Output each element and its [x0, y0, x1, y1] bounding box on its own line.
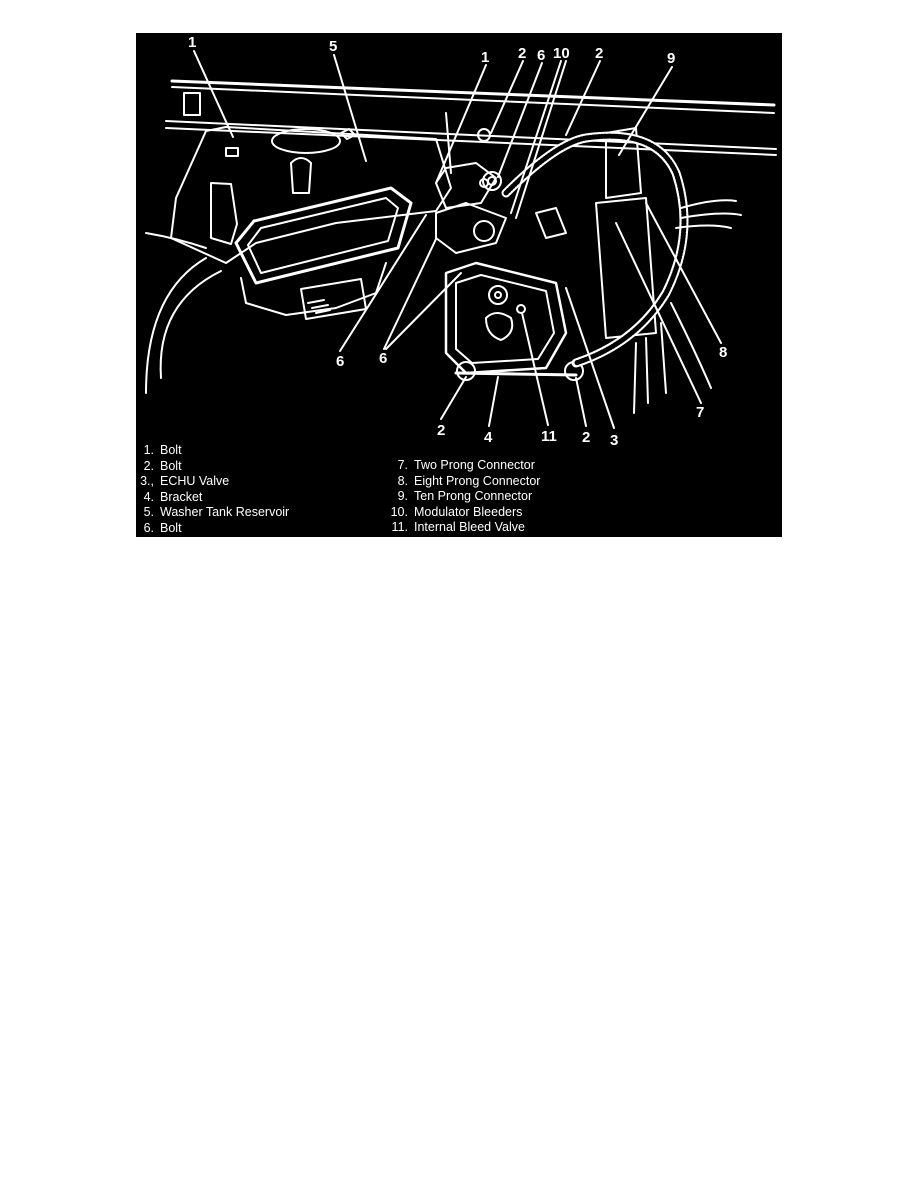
- legend-item: 2. Bolt: [143, 458, 182, 473]
- callout-6-bolt: 6: [379, 350, 388, 367]
- legend-item: 4. Bracket: [143, 489, 203, 504]
- legend-item: 9. Ten Prong Connector: [397, 489, 533, 504]
- callout-10-modulator-bleeders: 10: [553, 45, 570, 62]
- callout-1-bolt: 1: [481, 49, 490, 66]
- legend-item: 3., ECHU Valve: [140, 474, 230, 489]
- callout-2-bolt: 2: [518, 45, 527, 62]
- legend-item: 1. Bolt: [143, 443, 182, 457]
- legend-item: 5. Washer Tank Reservoir: [143, 505, 290, 520]
- legend-right-column: [386, 458, 540, 536]
- callout-3-echu-valve: 3: [610, 432, 619, 449]
- callout-8-eight-prong-connector: 8: [719, 344, 728, 361]
- callout-9-ten-prong-connector: 9: [667, 50, 676, 67]
- callout-2-bolt: 2: [437, 422, 446, 439]
- callout-4-bracket: 4: [484, 429, 493, 446]
- legend-left-column: [136, 443, 289, 537]
- component-locator-diagram: [136, 33, 782, 537]
- callout-7-two-prong-connector: 7: [696, 404, 705, 421]
- callout-2-bolt: 2: [595, 45, 604, 62]
- legend-item: 8. Eight Prong Connector: [397, 473, 541, 488]
- callout-6-bolt: 6: [336, 353, 345, 370]
- callout-1-bolt: 1: [188, 34, 197, 51]
- callout-2-bolt: 2: [582, 429, 591, 446]
- callout-5-washer-tank: 5: [329, 38, 338, 55]
- legend-item: 11. Internal Bleed Valve: [391, 520, 525, 535]
- legend-item: 7. Two Prong Connector: [397, 458, 535, 472]
- legend-item: 6. Bolt: [143, 520, 182, 535]
- callout-6-bolt: 6: [537, 47, 546, 64]
- legend-item: 10. Modulator Bleeders: [390, 504, 523, 519]
- callout-11-internal-bleed-valve: 11: [541, 428, 557, 445]
